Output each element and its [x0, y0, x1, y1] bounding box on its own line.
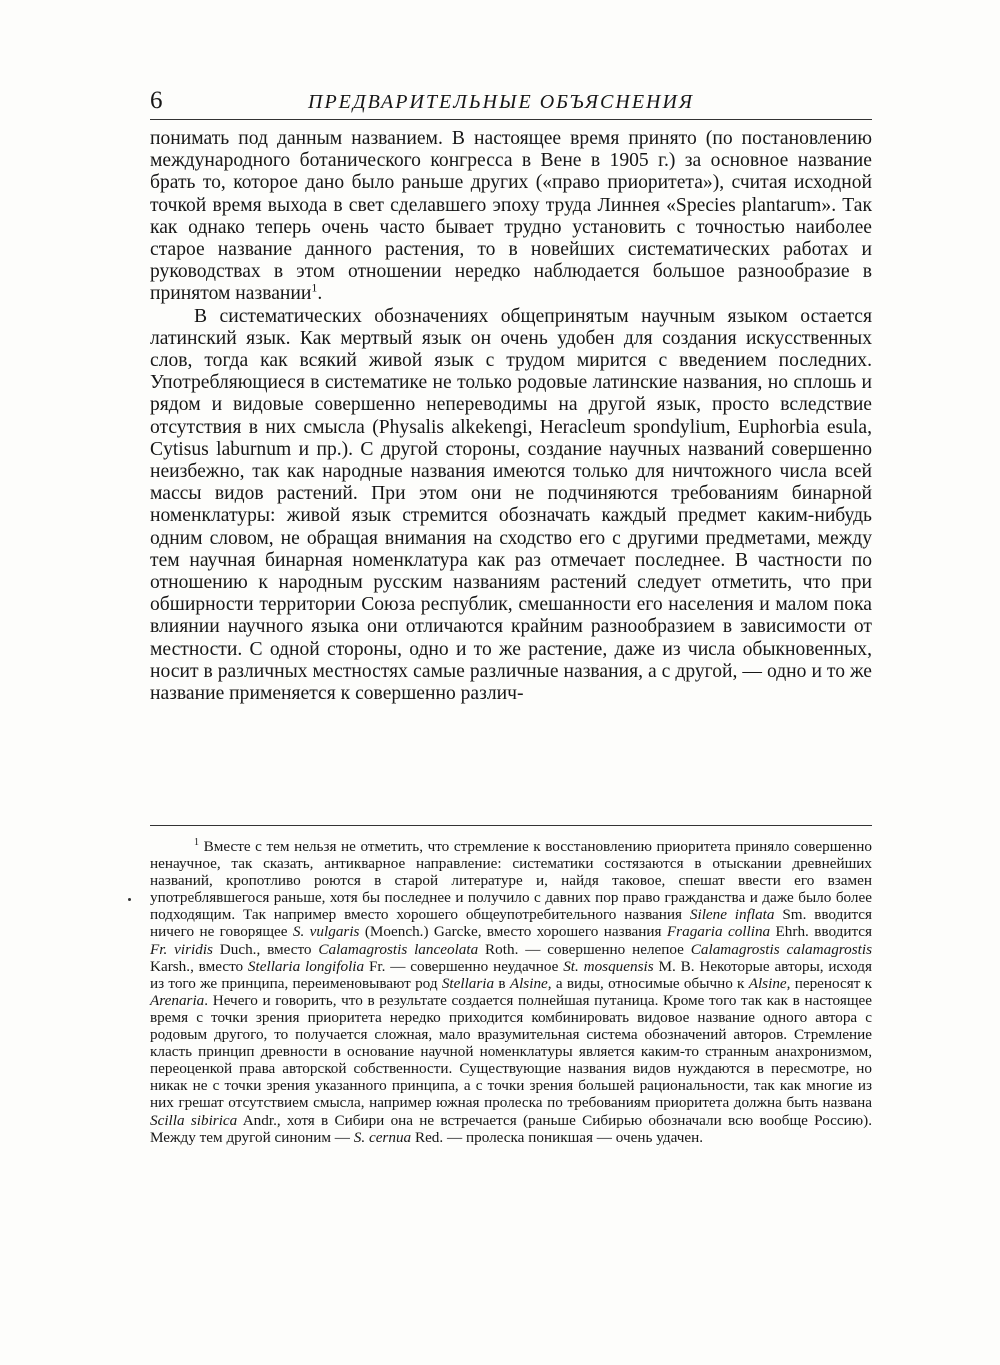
footnote-latin-name: S. cernua — [353, 1128, 412, 1146]
footnote-text: Karsh., вместо — [150, 957, 248, 975]
footnote-text: . Нечего и говорить, что в результате создается полнейшая путаница. Кроме того так как в настоящее время с точки зрения приоритета нередко приходится комбинировать видовое название одного автора с родовым другого, то получается сложная, мало вразумительная система обозначений авторов. Стремление класть принцип древности в основание научной номенклатуры является каким-то странным анахронизмом, переоценкой права авторской собственности. Существующие названия видов нуждаются в пересмотре, но никак не с точки зрения указанного принципа, а с точки зрения большей рациональности, так как многие из них грешат отсутствием смысла, например южная пролеска по требованиям приоритета должна быть названа — [150, 991, 872, 1112]
footnote-latin-name: Fragaria collina — [666, 923, 771, 941]
footnote-text: Sm. вводится ничего не говорящее — [150, 906, 872, 941]
print-speck — [128, 898, 131, 901]
paragraph-1 — [150, 128, 872, 306]
footnote-latin-name: S. vulgaris — [292, 923, 360, 941]
footnote-text: M. B. Некоторые авторы, исходя из того же принципа, переименовывают род — [150, 957, 872, 992]
footnote-text: , а виды, относимые обычно к — [547, 974, 749, 992]
footnote-latin-name: Silene inflata — [689, 906, 775, 924]
footnote-text: (Moench.) Garcke, вместо хорошего названия — [359, 923, 667, 941]
footnote-text: Andr., хотя в Сибири она не встречается (раньше Сибирью обозначали всю вообще Россию). Между тем другой синоним — — [150, 1111, 872, 1146]
footnote-text: в — [494, 974, 510, 992]
footnote-text: Roth. — совершенно нелепое — [478, 940, 691, 958]
paragraph-1-end: . — [317, 283, 323, 305]
paragraph-2: В систематических обозначениях общепринятым научным языком остается латинский язык. Как мертвый язык он очень удобен для создания искусственных слов, тогда как всякий живой язык с трудом мирится с введением последних. Употребляющиеся в систематике не только родовые латинские названия, но сплошь и рядом и видовые совершенно непереводимы на другой язык, просто вследствие отсутствия в них смысла (Physalis alkekengi, Heracleum spondylium, Euphorbia esula, Cytisus laburnum и пр.). С другой стороны, создание научных названий совершенно неизбежно, так как народные названия имеются только для ничтожного числа всей массы видов растений. При этом они не подчиняются требованиям бинарной номенклатуры: живой язык стремится обозначать каждый предмет каким-нибудь одним словом, не обращая внимания на сходство его с другими предметами, между тем научная бинарная номенклатура как раз отмечает последнее. В частности по отношению к народным русским названиям растений следует отметить, что при обширности территории Союза республик, смешанности его населения и малом пока влиянии научного языка они отличаются крайним разнообразием в зависимости от местности. С одной стороны, одно и то же растение, даже из числа обыкновенных, носит в различных местностях самые различные названия, а с другой, — одно и то же название применяется к совершенно различ- — [150, 305, 872, 705]
header-rule — [150, 119, 872, 120]
footnote-latin-name: Alsine — [509, 974, 548, 992]
footnote-text: Duch., вместо — [212, 940, 319, 958]
running-head: ПРЕДВАРИТЕЛЬНЫЕ ОБЪЯСНЕНИЯ — [308, 91, 695, 113]
footnote-latin-name: Arenaria — [150, 991, 205, 1009]
footnote-latin-name: Fr. viridis — [150, 940, 213, 958]
footnote-text: Fr. — совершенно неудачное — [364, 957, 564, 975]
footnotes — [150, 838, 872, 1146]
page-number: 6 — [150, 87, 164, 114]
footnote-text: Вместе с тем нельзя не отметить, что стремление к восстановлению приоритета приняло совершенно ненаучное, так сказать, антикварное направление: систематики состязаются в отыскании древнейших названий, кропотливо роются в старой литературе и, найдя таковое, спешат ввести его взамен употреблявшегося раньше, хотя бы последнее и получило с давних пор право гражданства и даже было более подходящим. Так например вместо хорошего общеупотребительного названия — [150, 838, 872, 924]
footnote-text: Ehrh. вводится — [770, 923, 873, 941]
footnote-1 — [150, 838, 872, 1146]
footnote-latin-name: Scilla sibirica — [150, 1111, 238, 1129]
footnote-latin-name: St. mosquensis — [563, 957, 654, 975]
page-header — [150, 86, 870, 118]
footnote-marker: 1 — [311, 280, 318, 295]
footnote-latin-name: Calamagrostis calamagrostis — [690, 940, 872, 958]
footnote-number: 1 — [194, 836, 199, 848]
main-text — [150, 128, 872, 705]
footnote-latin-name: Calamagrostis lanceolata — [318, 940, 479, 958]
footnote-rule — [150, 825, 872, 826]
footnote-latin-name: Alsine — [748, 974, 787, 992]
paragraph-1-text: понимать под данным названием. В настоящее время принято (по постановлению международного ботанического конгресса в Вене в 1905 г.) за основное название брать то, которое дано было раньше других («право приоритета»), считая исходной точкой время выхода в свет сделавшего эпоху труда Линнея «Species plantarum». Так как однако теперь очень часто бывает трудно установить с точностью наиболее старое название данного растения, то в новейших систематических работах и руководствах в этом отношении нередко наблюдается большое разнообразие в принятом названии — [150, 128, 872, 305]
footnote-latin-name: Stellaria longifolia — [247, 957, 365, 975]
footnote-text: , переносят к — [786, 974, 873, 992]
footnote-text: Red. — пролеска поникшая — очень удачен. — [411, 1128, 704, 1146]
footnote-latin-name: Stellaria — [441, 974, 495, 992]
